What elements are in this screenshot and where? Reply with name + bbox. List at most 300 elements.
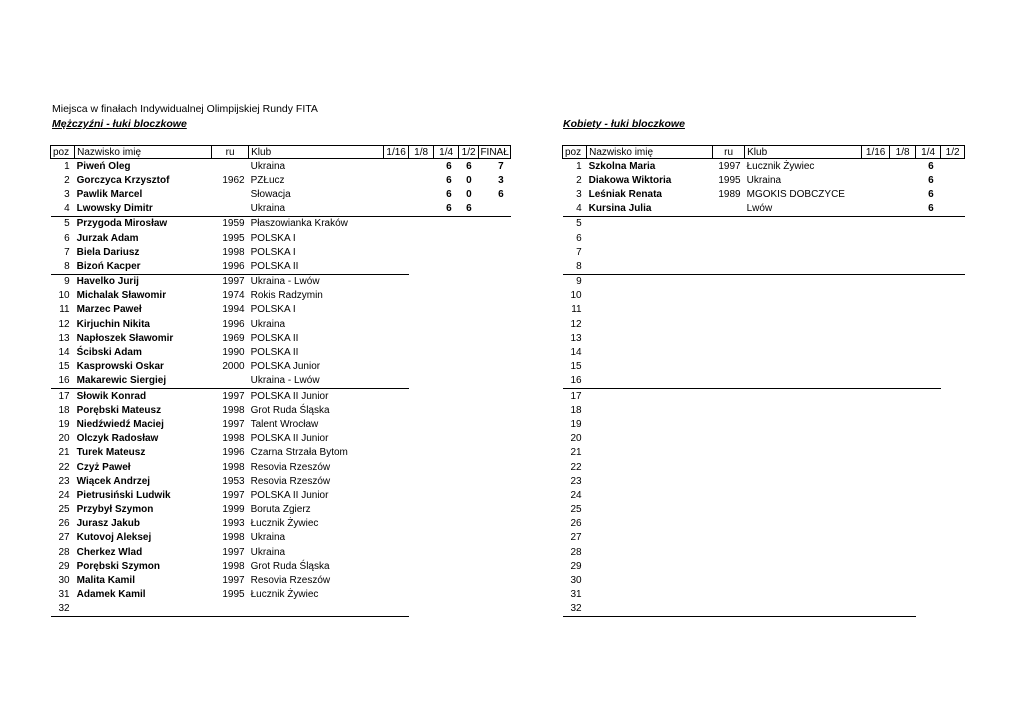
round-1-16-cell: [384, 503, 409, 517]
club-cell: POLSKA II: [250, 347, 299, 359]
club-cell: [745, 360, 862, 374]
birth-year-cell: [212, 159, 249, 174]
round-1-8-cell: [409, 488, 434, 502]
men-table-header: [51, 146, 511, 159]
club-cell: Resovia Rzeszów: [250, 461, 331, 473]
round-1-8-cell: [409, 460, 434, 474]
men-table-row: [51, 274, 511, 289]
round-1-8-cell: [890, 503, 916, 517]
club-cell: [745, 488, 862, 502]
round-1-4-cell: [916, 231, 941, 245]
birth-year-cell: [713, 245, 745, 259]
round-1-16-cell: [384, 602, 409, 617]
club-cell: [745, 289, 862, 303]
men-table-row: [51, 317, 511, 331]
round-1-2-cell: [941, 503, 965, 517]
athlete-name-cell: Kutovoj Aleksej: [76, 532, 152, 544]
round-1-16-cell: [384, 245, 409, 259]
round-1-4-cell: [434, 231, 459, 245]
round-1-4-cell: [916, 374, 941, 389]
athlete-name-cell: Piweń Oleg: [76, 160, 131, 172]
birth-year-cell: [713, 403, 745, 417]
round-1-16-cell: [384, 403, 409, 417]
round-1-4-cell: [916, 403, 941, 417]
club-cell: POLSKA II: [250, 332, 299, 344]
round-1-2-cell: [459, 517, 479, 531]
birth-year-cell: 1996: [222, 447, 245, 459]
round-1-2-cell: 0: [466, 188, 472, 200]
position-cell: 8: [563, 259, 587, 274]
round-1-8-cell: [409, 259, 434, 274]
women-table-row: [563, 545, 965, 559]
round-1-4-cell: [916, 573, 941, 587]
athlete-name-cell: [587, 216, 713, 231]
final-cell: [479, 588, 511, 602]
club-cell: Ukraina - Lwów: [250, 276, 320, 288]
round-1-16-cell: [384, 259, 409, 274]
women-table-row: [563, 360, 965, 374]
athlete-name-cell: Turek Mateusz: [76, 447, 146, 459]
club-cell: [745, 259, 862, 274]
birth-year-cell: [713, 602, 745, 617]
club-cell: [745, 389, 862, 404]
men-table-row: [51, 389, 511, 404]
round-1-16-cell: [862, 503, 890, 517]
final-cell: [479, 360, 511, 374]
final-cell: [479, 531, 511, 545]
final-cell: [479, 231, 511, 245]
round-1-16-cell: [862, 417, 890, 431]
birth-year-cell: 1999: [222, 504, 245, 516]
final-cell: [479, 259, 511, 274]
position-cell: 27: [570, 532, 582, 544]
round-1-4-cell: [434, 389, 459, 404]
round-1-4-cell: [434, 503, 459, 517]
birth-year-cell: 1974: [222, 290, 245, 302]
round-1-2-cell: [941, 488, 965, 502]
col-header-club: Klub: [249, 146, 384, 159]
position-cell: 22: [570, 461, 582, 473]
round-1-2-cell: [941, 588, 965, 602]
round-1-8-cell: [409, 245, 434, 259]
women-table-row: [563, 173, 965, 187]
women-table-row: [563, 245, 965, 259]
athlete-name-cell: [587, 503, 713, 517]
women-table-row: [563, 446, 965, 460]
round-1-4-cell: [434, 317, 459, 331]
men-section-title: Mężczyźni - łuki bloczkowe: [52, 118, 187, 130]
round-1-2-cell: [459, 531, 479, 545]
birth-year-cell: 1997: [222, 418, 245, 430]
club-cell: [745, 503, 862, 517]
women-table-row: [563, 187, 965, 201]
round-1-16-cell: [384, 517, 409, 531]
round-1-2-cell: [941, 245, 965, 259]
women-table-row: [563, 317, 965, 331]
round-1-8-cell: [409, 173, 434, 187]
birth-year-cell: 1953: [222, 475, 245, 487]
col-header-name: Nazwisko imię: [587, 146, 713, 159]
men-table-row: [51, 474, 511, 488]
round-1-4-cell: 6: [446, 174, 452, 186]
women-table-row: [563, 517, 965, 531]
round-1-2-cell: [941, 460, 965, 474]
round-1-16-cell: [384, 303, 409, 317]
round-1-8-cell: [409, 573, 434, 587]
round-1-8-cell: [409, 545, 434, 559]
position-cell: 15: [58, 361, 70, 373]
position-cell: 15: [570, 361, 582, 373]
birth-year-cell: [212, 374, 249, 389]
round-1-16-cell: [384, 317, 409, 331]
col-header-1-8: 1/8: [409, 146, 434, 159]
position-cell: 13: [570, 332, 582, 344]
round-1-4-cell: [434, 274, 459, 289]
birth-year-cell: 1990: [222, 347, 245, 359]
final-cell: [479, 245, 511, 259]
men-table-row: [51, 417, 511, 431]
men-table-row: [51, 503, 511, 517]
position-cell: 19: [58, 418, 70, 430]
men-table-row: [51, 559, 511, 573]
round-1-8-cell: [890, 360, 916, 374]
birth-year-cell: 2000: [222, 361, 245, 373]
club-cell: [745, 446, 862, 460]
birth-year-cell: [713, 360, 745, 374]
round-1-16-cell: [862, 274, 890, 289]
club-cell: [249, 602, 384, 617]
birth-year-cell: [713, 559, 745, 573]
athlete-name-cell: Makarewic Siergiej: [75, 374, 212, 389]
women-table-row: [563, 345, 965, 359]
birth-year-cell: [713, 446, 745, 460]
athlete-name-cell: [587, 289, 713, 303]
round-1-8-cell: [409, 417, 434, 431]
club-cell: [745, 432, 862, 446]
round-1-8-cell: [409, 374, 434, 389]
round-1-2-cell: [459, 303, 479, 317]
round-1-8-cell: [890, 274, 916, 289]
position-cell: 20: [58, 433, 70, 445]
round-1-8-cell: [409, 389, 434, 404]
round-1-8-cell: [890, 460, 916, 474]
club-cell: Ukraina: [250, 546, 286, 558]
round-1-4-cell: [434, 403, 459, 417]
birth-year-cell: 1995: [718, 174, 741, 186]
round-1-16-cell: [384, 474, 409, 488]
round-1-2-cell: 6: [459, 202, 479, 217]
round-1-8-cell: [409, 216, 434, 231]
round-1-4-cell: [916, 274, 941, 289]
club-cell: Rokis Radzymin: [250, 290, 323, 302]
round-1-4-cell: [434, 573, 459, 587]
round-1-2-cell: [459, 274, 479, 289]
athlete-name-cell: Pietrusiński Ludwik: [76, 489, 171, 501]
round-1-16-cell: [384, 531, 409, 545]
women-table-row: [563, 503, 965, 517]
club-cell: [745, 531, 862, 545]
club-cell: Resovia Rzeszów: [250, 575, 331, 587]
club-cell: Płaszowianka Kraków: [250, 218, 348, 230]
round-1-2-cell: [459, 559, 479, 573]
round-1-16-cell: [384, 559, 409, 573]
round-1-4-cell: [916, 216, 941, 231]
athlete-name-cell: [587, 245, 713, 259]
final-cell: [479, 602, 511, 617]
round-1-16-cell: [384, 159, 409, 174]
birth-year-cell: [713, 389, 745, 404]
final-cell: [479, 488, 511, 502]
birth-year-cell: [713, 374, 745, 389]
round-1-4-cell: [916, 602, 941, 617]
round-1-8-cell: [409, 432, 434, 446]
athlete-name-cell: [587, 545, 713, 559]
round-1-4-cell: [434, 360, 459, 374]
men-table-row: [51, 303, 511, 317]
round-1-2-cell: [941, 446, 965, 460]
round-1-16-cell: [862, 173, 890, 187]
round-1-4-cell: [434, 259, 459, 274]
round-1-2-cell: [459, 417, 479, 431]
athlete-name-cell: [587, 303, 713, 317]
final-cell: [479, 573, 511, 587]
club-cell: PZŁucz: [250, 174, 285, 186]
round-1-2-cell: [459, 432, 479, 446]
athlete-name-cell: Cherkez Wlad: [76, 546, 143, 558]
round-1-4-cell: [434, 545, 459, 559]
men-table-row: [51, 573, 511, 587]
round-1-4-cell: [434, 559, 459, 573]
round-1-8-cell: [409, 274, 434, 289]
position-cell: 3: [64, 188, 70, 200]
round-1-2-cell: [941, 289, 965, 303]
birth-year-cell: [212, 602, 249, 617]
birth-year-cell: [713, 303, 745, 317]
round-1-4-cell: [916, 503, 941, 517]
round-1-4-cell: [916, 331, 941, 345]
club-cell: Talent Wrocław: [250, 418, 319, 430]
club-cell: [745, 303, 862, 317]
position-cell: 29: [58, 560, 70, 572]
club-cell: Ukraina: [250, 532, 286, 544]
birth-year-cell: [713, 531, 745, 545]
final-cell: [479, 303, 511, 317]
round-1-2-cell: [941, 474, 965, 488]
round-1-16-cell: [384, 446, 409, 460]
position-cell: 26: [58, 518, 70, 530]
round-1-2-cell: [941, 303, 965, 317]
round-1-4-cell: [434, 446, 459, 460]
round-1-16-cell: [384, 588, 409, 602]
round-1-2-cell: [459, 503, 479, 517]
round-1-8-cell: [890, 231, 916, 245]
position-cell: 28: [58, 546, 70, 558]
round-1-2-cell: [459, 403, 479, 417]
athlete-name-cell: [587, 231, 713, 245]
position-cell: 10: [58, 290, 70, 302]
col-header-poz: poz: [51, 146, 75, 159]
athlete-name-cell: [587, 573, 713, 587]
birth-year-cell: 1996: [222, 318, 245, 330]
men-table-row: [51, 345, 511, 359]
women-table-row: [563, 259, 965, 274]
position-cell: 27: [58, 532, 70, 544]
round-1-2-cell: [459, 245, 479, 259]
birth-year-cell: [713, 274, 745, 289]
round-1-2-cell: [941, 331, 965, 345]
club-cell: Czarna Strzała Bytom: [250, 447, 348, 459]
club-cell: Grot Ruda Śląska: [250, 404, 330, 416]
round-1-2-cell: [459, 545, 479, 559]
round-1-2-cell: [459, 216, 479, 231]
final-cell: 3: [498, 174, 504, 186]
round-1-8-cell: [409, 202, 434, 217]
round-1-16-cell: [384, 289, 409, 303]
round-1-8-cell: [890, 432, 916, 446]
round-1-2-cell: [941, 602, 965, 617]
birth-year-cell: [713, 460, 745, 474]
round-1-16-cell: [862, 216, 890, 231]
round-1-4-cell: [916, 417, 941, 431]
men-table-row: [51, 488, 511, 502]
birth-year-cell: [713, 259, 745, 274]
club-cell: [745, 231, 862, 245]
club-cell: Ukraina: [250, 160, 286, 172]
round-1-16-cell: [384, 389, 409, 404]
club-cell: POLSKA Junior: [250, 361, 321, 373]
round-1-8-cell: [890, 531, 916, 545]
round-1-8-cell: [890, 403, 916, 417]
round-1-16-cell: [384, 216, 409, 231]
round-1-8-cell: [890, 559, 916, 573]
club-cell: Ukraina - Lwów: [249, 374, 384, 389]
position-cell: 5: [64, 218, 70, 230]
round-1-4-cell: 6: [446, 188, 452, 200]
athlete-name-cell: Szkolna Maria: [588, 160, 656, 172]
athlete-name-cell: [587, 403, 713, 417]
round-1-8-cell: [409, 360, 434, 374]
round-1-16-cell: [862, 317, 890, 331]
round-1-4-cell: 6: [928, 174, 934, 186]
round-1-2-cell: [459, 474, 479, 488]
athlete-name-cell: Kasprowski Oskar: [76, 361, 164, 373]
round-1-4-cell: [916, 389, 941, 404]
round-1-16-cell: [384, 417, 409, 431]
round-1-4-cell: 6: [916, 202, 941, 217]
men-table-row: [51, 331, 511, 345]
round-1-16-cell: [862, 488, 890, 502]
club-cell: [745, 403, 862, 417]
round-1-8-cell: [890, 474, 916, 488]
round-1-2-cell: [941, 231, 965, 245]
athlete-name-cell: [587, 588, 713, 602]
round-1-16-cell: [862, 446, 890, 460]
club-cell: [745, 331, 862, 345]
round-1-16-cell: [384, 545, 409, 559]
athlete-name-cell: Wiącek Andrzej: [76, 475, 151, 487]
birth-year-cell: 1997: [222, 575, 245, 587]
birth-year-cell: 1993: [222, 518, 245, 530]
round-1-8-cell: [890, 573, 916, 587]
men-table-row: [51, 531, 511, 545]
round-1-8-cell: [409, 159, 434, 174]
position-cell: 16: [51, 374, 75, 389]
athlete-name-cell: Przygoda Mirosław: [76, 218, 168, 230]
birth-year-cell: 1998: [222, 433, 245, 445]
athlete-name-cell: [587, 389, 713, 404]
men-table-row: [51, 216, 511, 231]
round-1-8-cell: [890, 289, 916, 303]
position-cell: 18: [570, 404, 582, 416]
round-1-16-cell: [862, 360, 890, 374]
final-cell: [479, 345, 511, 359]
position-cell: 2: [64, 174, 70, 186]
round-1-2-cell: [941, 545, 965, 559]
women-table-row: [563, 432, 965, 446]
athlete-name-cell: Kursina Julia: [587, 202, 713, 217]
col-header-1-16: 1/16: [862, 146, 890, 159]
birth-year-cell: [713, 417, 745, 431]
athlete-name-cell: Przybył Szymon: [76, 504, 154, 516]
athlete-name-cell: Napłoszek Sławomir: [76, 332, 174, 344]
women-table-row: [563, 289, 965, 303]
position-cell: 6: [64, 232, 70, 244]
club-cell: [745, 216, 862, 231]
round-1-16-cell: [862, 602, 890, 617]
final-cell: [479, 545, 511, 559]
round-1-8-cell: [890, 345, 916, 359]
women-table-row: [563, 588, 965, 602]
round-1-8-cell: [890, 317, 916, 331]
women-table-header: [563, 146, 965, 159]
birth-year-cell: 1997: [222, 276, 245, 288]
round-1-2-cell: [941, 531, 965, 545]
round-1-16-cell: [384, 374, 409, 389]
final-cell: [479, 389, 511, 404]
round-1-4-cell: [434, 216, 459, 231]
birth-year-cell: 1994: [222, 304, 245, 316]
round-1-4-cell: [434, 517, 459, 531]
athlete-name-cell: Pawlik Marcel: [76, 188, 143, 200]
final-cell: [479, 202, 511, 217]
position-cell: 25: [570, 504, 582, 516]
round-1-8-cell: [890, 488, 916, 502]
round-1-2-cell: 6: [466, 160, 472, 172]
position-cell: 14: [570, 347, 582, 359]
round-1-16-cell: [862, 432, 890, 446]
round-1-16-cell: [862, 187, 890, 201]
round-1-4-cell: [434, 331, 459, 345]
athlete-name-cell: Leśniak Renata: [588, 188, 662, 200]
position-cell: 23: [570, 475, 582, 487]
birth-year-cell: [713, 202, 745, 217]
round-1-2-cell: 0: [466, 174, 472, 186]
women-table-row: [563, 460, 965, 474]
round-1-8-cell: [890, 216, 916, 231]
round-1-4-cell: [916, 517, 941, 531]
round-1-16-cell: [862, 474, 890, 488]
athlete-name-cell: [587, 460, 713, 474]
round-1-16-cell: [384, 187, 409, 201]
athlete-name-cell: [587, 274, 713, 289]
men-table-row: [51, 187, 511, 201]
col-header-1-2: 1/2: [459, 146, 479, 159]
athlete-name-cell: Czyż Paweł: [76, 461, 131, 473]
round-1-8-cell: [409, 517, 434, 531]
round-1-4-cell: [434, 588, 459, 602]
athlete-name-cell: [587, 488, 713, 502]
club-cell: POLSKA II Junior: [250, 433, 329, 445]
